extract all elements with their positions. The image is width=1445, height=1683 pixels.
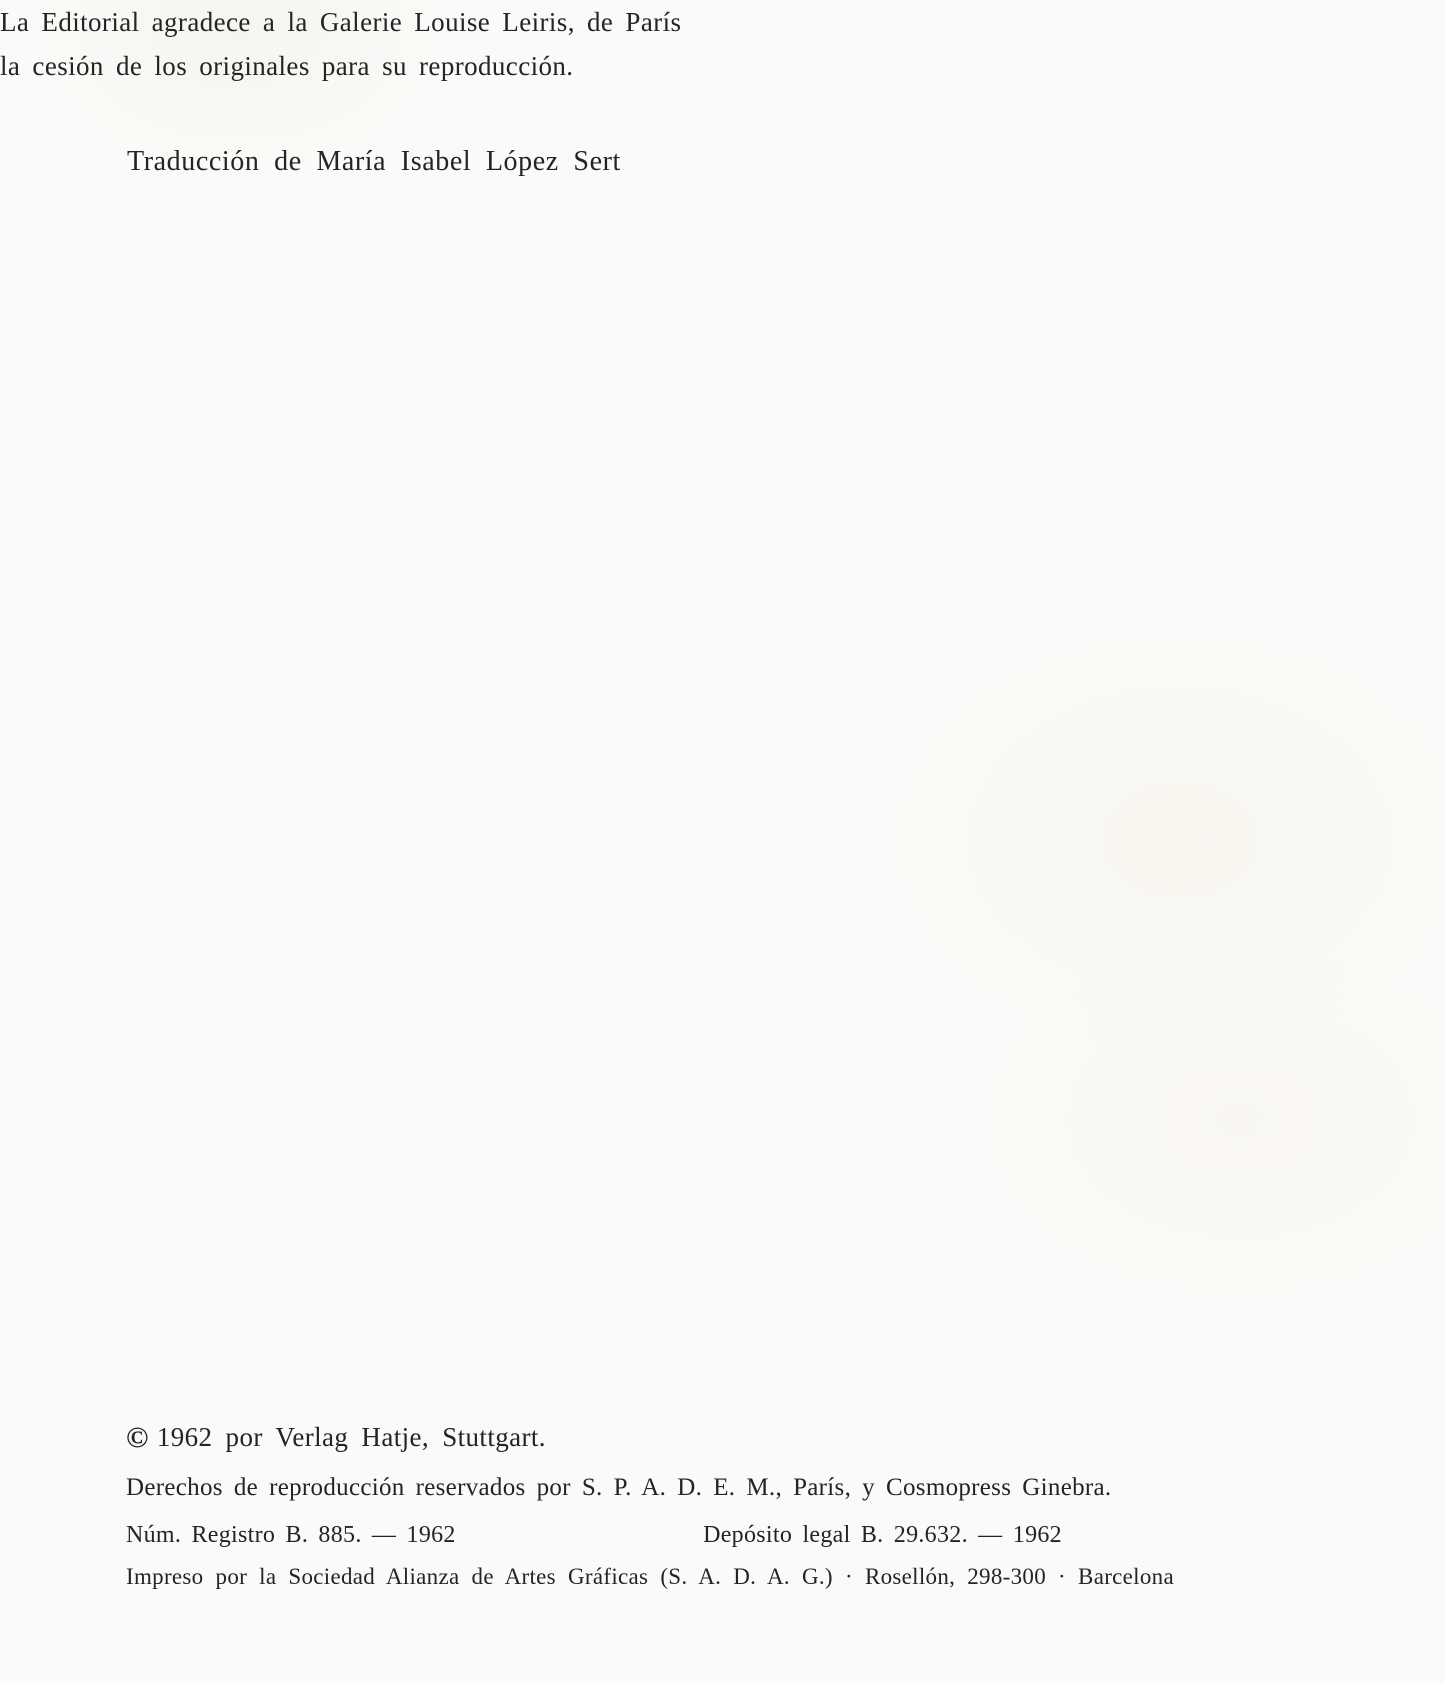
acknowledgement-line-1: La Editorial agradece a la Galerie Louise Leiris, de París <box>0 7 682 37</box>
copyright-text: 1962 por Verlag Hatje, Stuttgart. <box>156 1422 546 1452</box>
registry-number: Núm. Registro B. 885. — 1962 <box>126 1522 456 1548</box>
acknowledgement-paragraph <box>0 0 1445 88</box>
printer-imprint-line: Impreso por la Sociedad Alianza de Artes Gráficas (S. A. D. A. G.) · Rosellón, 298-300 · Barcelona <box>126 1564 1174 1589</box>
legal-deposit: Depósito legal B. 29.632. — 1962 <box>703 1522 1062 1548</box>
registry-row <box>126 1522 1062 1549</box>
copyright-symbol-icon: © <box>126 1421 149 1454</box>
copyright-line <box>126 1420 546 1455</box>
reproduction-rights-line: Derechos de reproducción reservados por S. P. A. D. E. M., París, y Cosmopress Ginebra. <box>126 1474 1112 1501</box>
acknowledgement-line-2: la cesión de los originales para su reproducción. <box>0 51 574 81</box>
translation-credit: Traducción de María Isabel López Sert <box>127 146 621 177</box>
